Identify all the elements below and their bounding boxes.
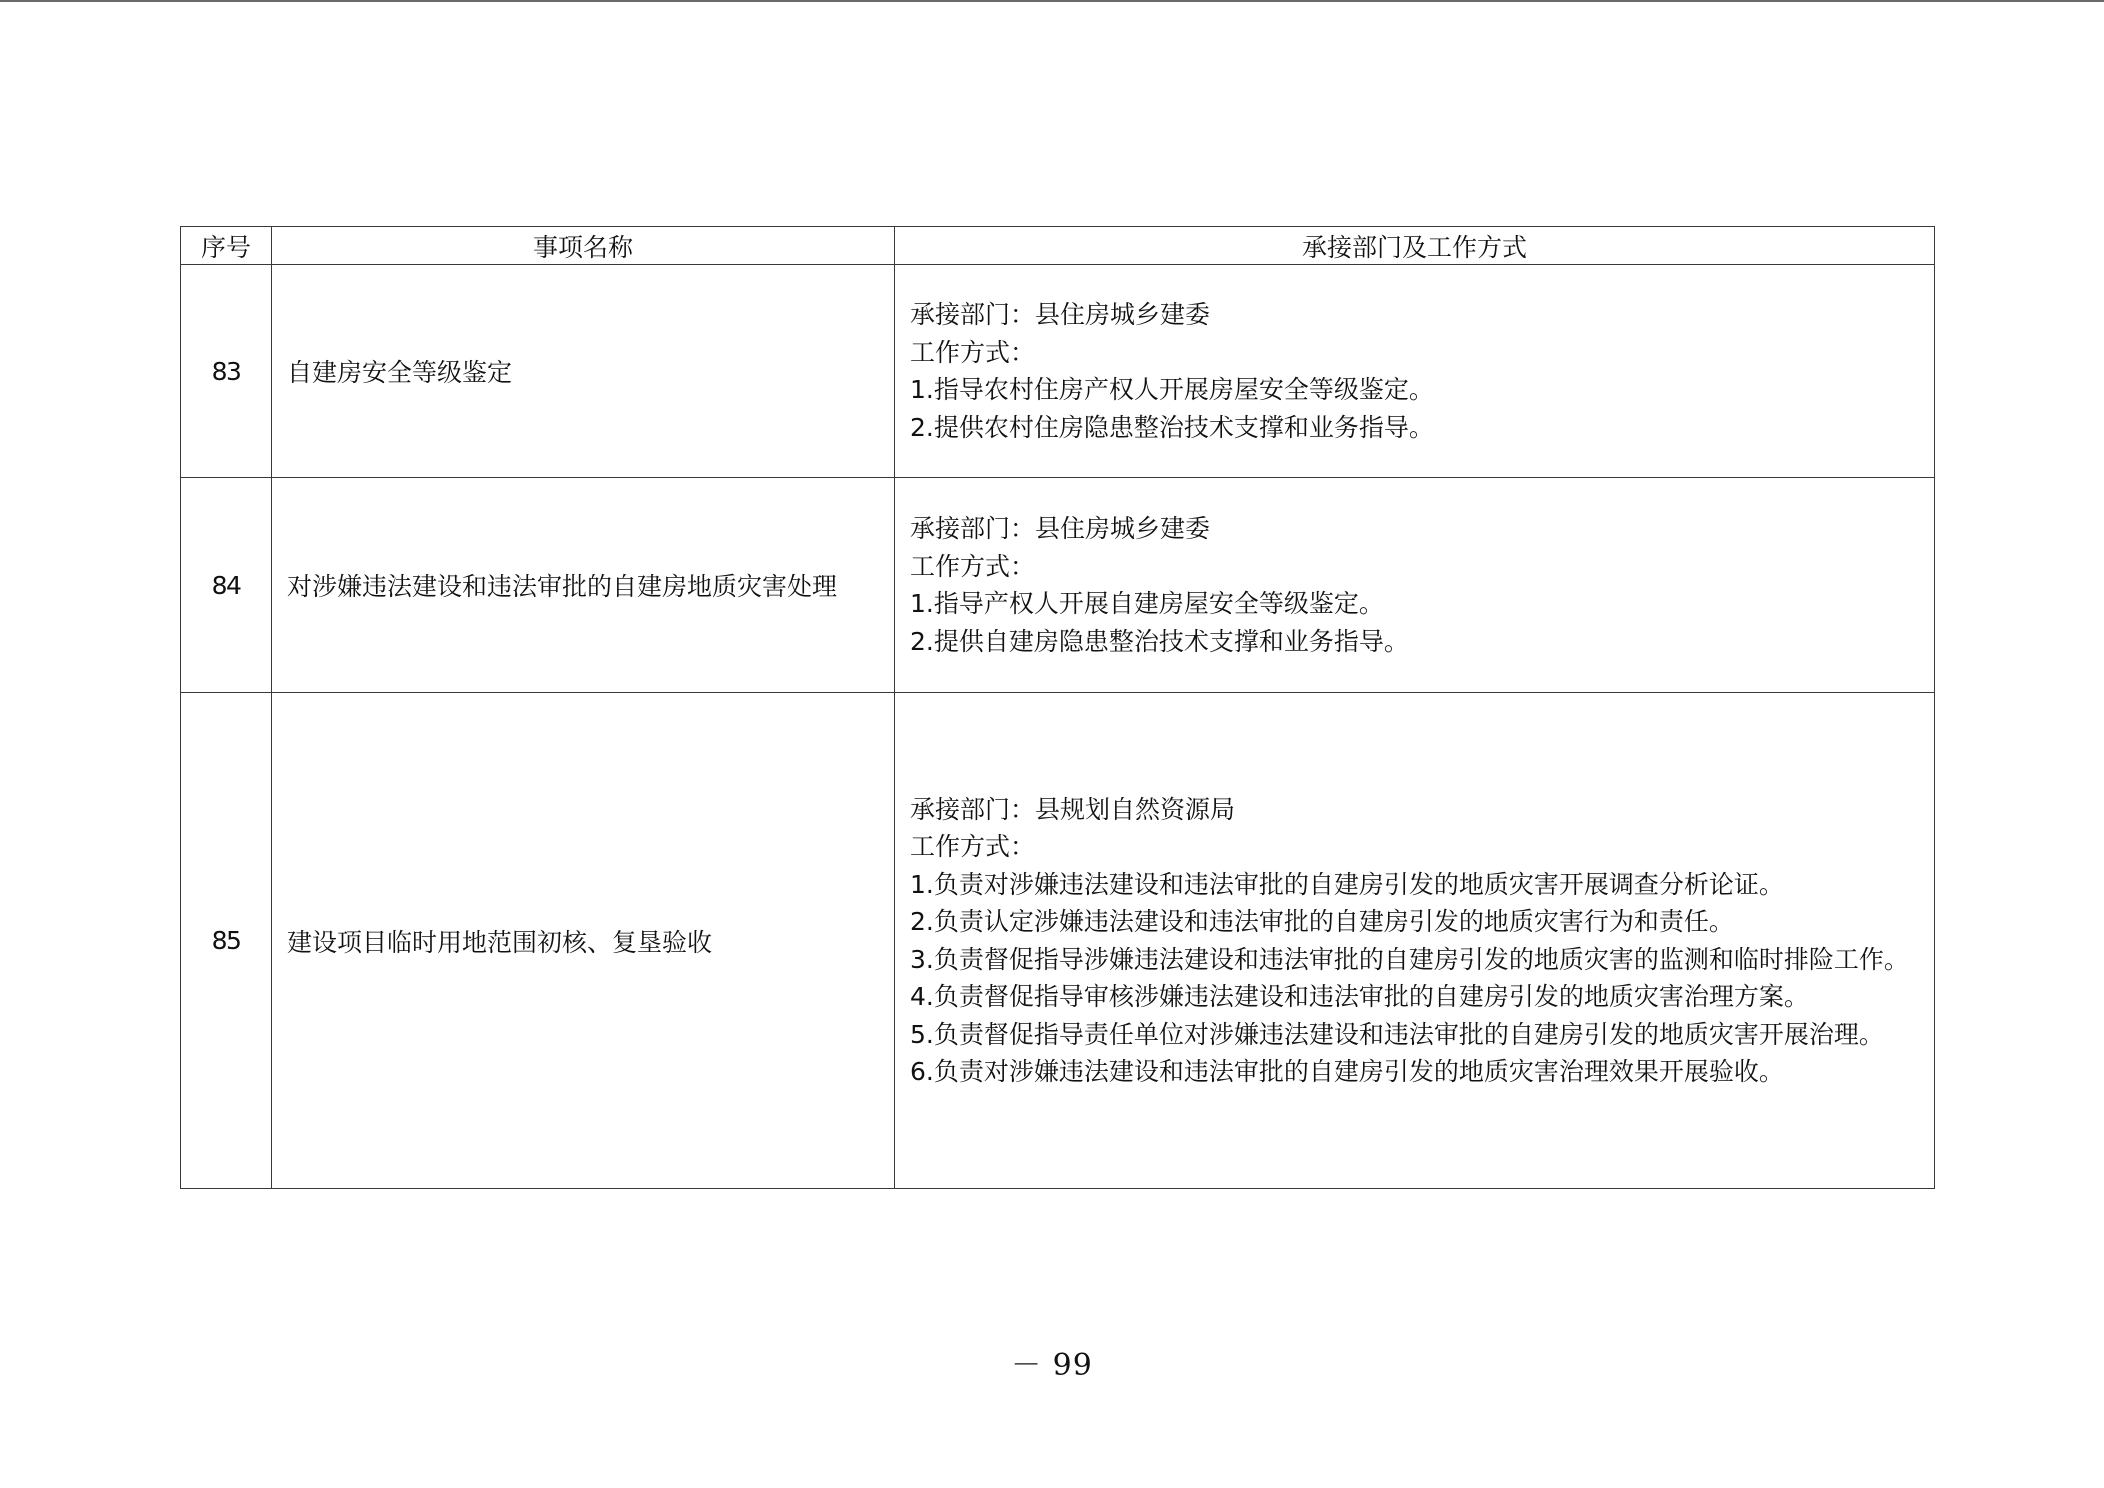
- page-top-border: [0, 0, 2104, 2]
- detail-line: 2.提供农村住房隐患整治技术支撑和业务指导。: [910, 412, 1434, 442]
- row-seq: 84: [181, 478, 272, 693]
- matters-table: [180, 226, 1935, 1189]
- detail-line: 6.负责对涉嫌违法建设和违法审批的自建房引发的地质灾害治理效果开展验收。: [910, 1057, 1784, 1086]
- row-name: 对涉嫌违法建设和违法审批的自建房地质灾害处理: [272, 478, 895, 693]
- detail-line: 承接部门：县住房城乡建委: [910, 300, 1211, 329]
- table-row: [181, 478, 1935, 693]
- detail-line: 工作方式：: [910, 832, 1036, 861]
- row-detail: [895, 265, 1935, 478]
- header-seq: 序号: [181, 227, 272, 265]
- page-number: － 99: [1011, 1348, 1093, 1383]
- detail-line: 工作方式：: [910, 337, 1036, 367]
- detail-line: 2.提供自建房隐患整治技术支撑和业务指导。: [910, 626, 1409, 656]
- header-detail: 承接部门及工作方式: [895, 227, 1935, 265]
- detail-line: 承接部门：县住房城乡建委: [910, 514, 1211, 543]
- detail-line: 2.负责认定涉嫌违法建设和违法审批的自建房引发的地质灾害行为和责任。: [910, 907, 1734, 936]
- row-detail: [895, 693, 1935, 1189]
- detail-line: 工作方式：: [910, 551, 1036, 581]
- detail-line: 1.指导产权人开展自建房屋安全等级鉴定。: [910, 589, 1384, 618]
- header-name: 事项名称: [272, 227, 895, 265]
- detail-line: 3.负责督促指导涉嫌违法建设和违法审批的自建房引发的地质灾害的监测和临时排险工作。: [910, 944, 1909, 974]
- table-header-row: [181, 227, 1935, 265]
- row-name: 建设项目临时用地范围初核、复垦验收: [272, 693, 895, 1189]
- table-row: [181, 265, 1935, 478]
- detail-line: 1.负责对涉嫌违法建设和违法审批的自建房引发的地质灾害开展调查分析论证。: [910, 869, 1784, 899]
- detail-line: 承接部门：县规划自然资源局: [910, 794, 1236, 824]
- detail-line: 5.负责督促指导责任单位对涉嫌违法建设和违法审批的自建房引发的地质灾害开展治理。: [910, 1019, 1884, 1049]
- detail-line: 4.负责督促指导审核涉嫌违法建设和违法审批的自建房引发的地质灾害治理方案。: [910, 982, 1809, 1011]
- row-detail: [895, 478, 1935, 693]
- table-row: [181, 693, 1935, 1189]
- row-name: 自建房安全等级鉴定: [272, 265, 895, 478]
- row-seq: 85: [181, 693, 272, 1189]
- row-seq: 83: [181, 265, 272, 478]
- detail-line: 1.指导农村住房产权人开展房屋安全等级鉴定。: [910, 375, 1434, 404]
